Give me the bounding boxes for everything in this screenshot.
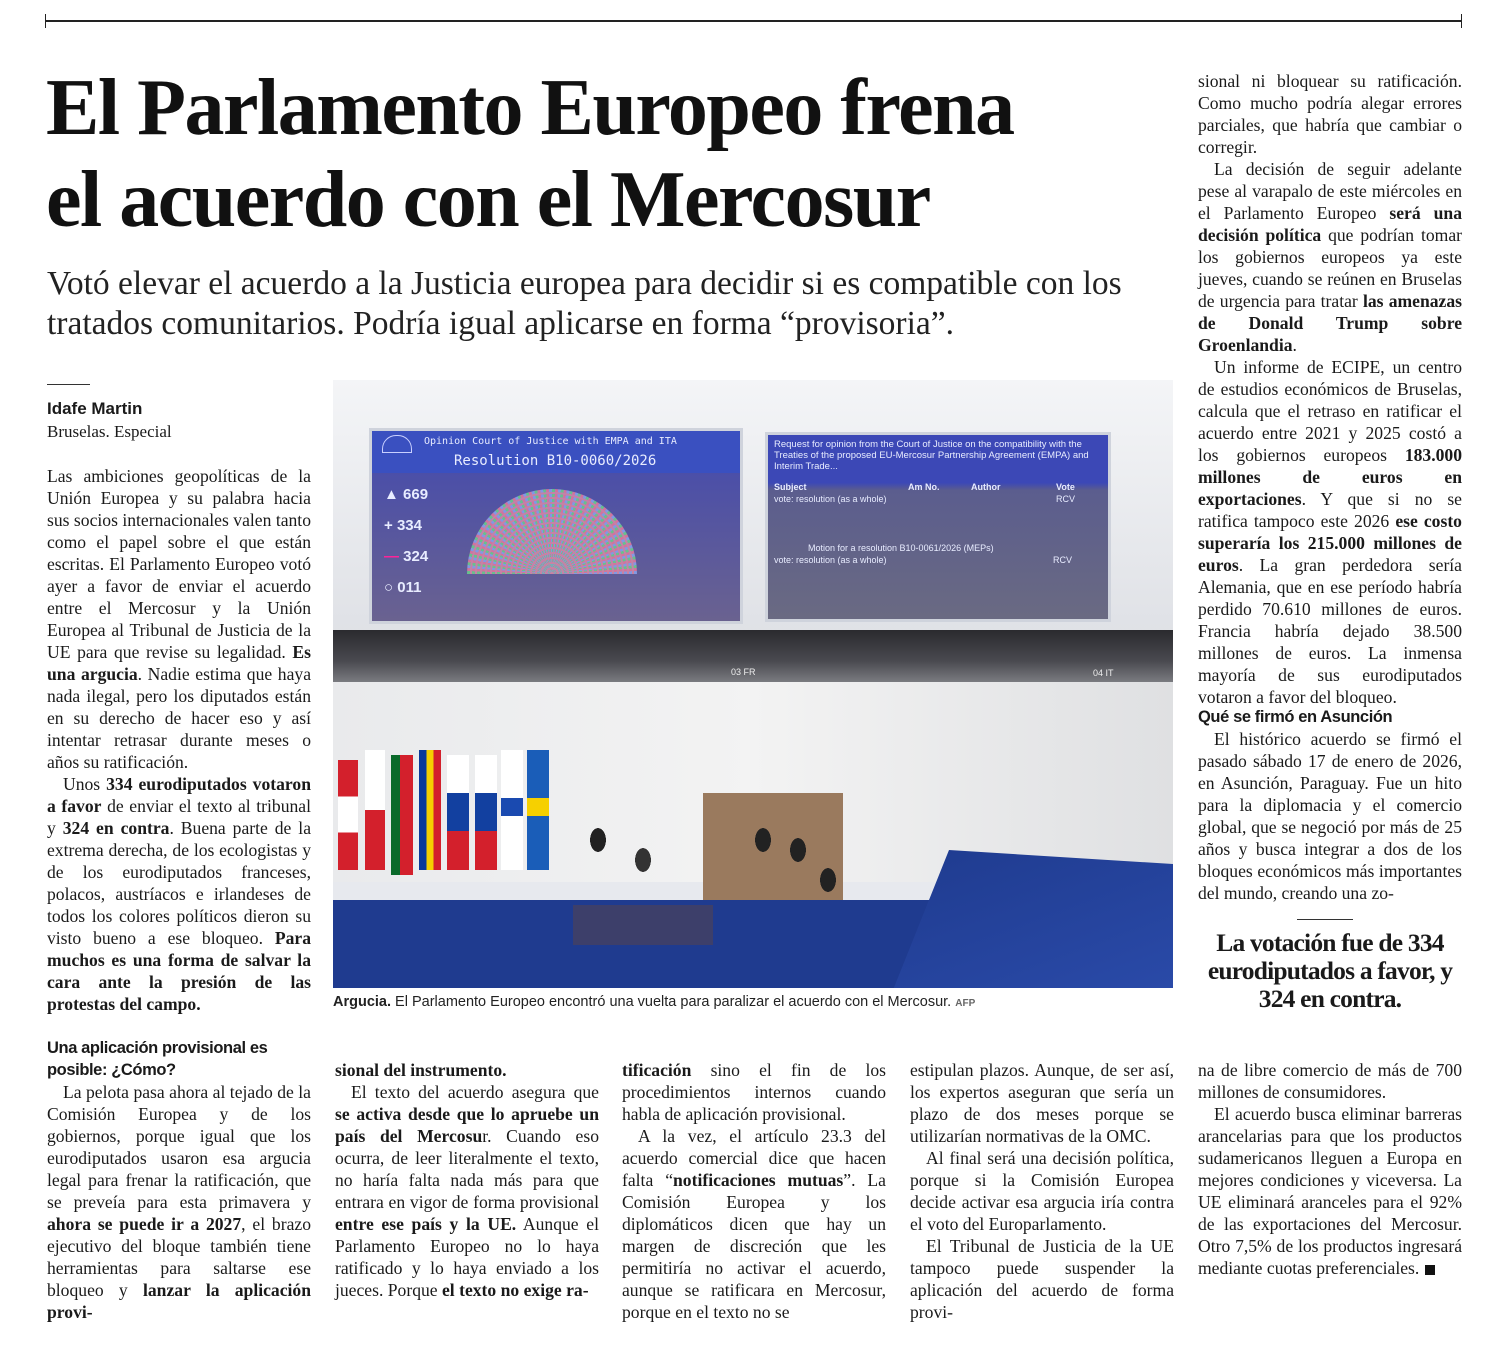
screen-row: vote: resolution (as a whole) bbox=[774, 494, 887, 504]
paragraph bbox=[47, 773, 311, 1015]
bold-text: lanzar la aplicación provi- bbox=[47, 1280, 312, 1322]
bold-text: ese costo superaría los 215.000 millones de euros bbox=[1198, 511, 1462, 575]
screen-header: Subject bbox=[774, 482, 807, 492]
vote-abstain-row: ○ 011 bbox=[384, 579, 422, 596]
text: que podrían tomar los gobiernos europeos ya este jueves, cuando se reúnen en Bruselas de urgencia para tratar bbox=[1198, 225, 1463, 311]
text: . Buena parte de la extrema derecha, de los ecologistas y de los eurodiputados franceses, polacos, austríacos e irlandeses de todos los colores políticos dieron su visto bueno a ese bloqueo. bbox=[47, 818, 311, 948]
headline-line: el acuerdo con el Mercosur bbox=[46, 156, 930, 244]
paragraph bbox=[47, 1081, 311, 1323]
text: , el brazo ejecutivo del bloque también tiene herramientas para saltarse ese bloqueo y bbox=[47, 1214, 311, 1300]
screen-request: Request for opinion from the Court of Justice on the compatibility with the Treaties of the proposed EU-Mercosur Partnership Agreement (EMPA) and Interim Trade... bbox=[774, 439, 1089, 472]
vote-total-row: ▲ 669 bbox=[384, 486, 429, 503]
text: A la vez, el artículo 23.3 del acuerdo comercial dice que hacen falta “ bbox=[622, 1126, 886, 1190]
photo-parliament-plenary bbox=[333, 380, 1173, 988]
flag-austria bbox=[338, 760, 358, 870]
bold-text: las amenazas de Donald Trump sobre Groenlandia bbox=[1198, 291, 1462, 355]
author-location: Bruselas. Especial bbox=[47, 422, 172, 441]
screen-row: RCV bbox=[1056, 494, 1076, 504]
text: La decisión de seguir adelante pese al varapalo de este miércoles en el Parlamento Europeo bbox=[1198, 159, 1462, 223]
flag-slovakia bbox=[475, 755, 497, 870]
paragraph bbox=[1198, 1059, 1462, 1103]
screen-header: Author bbox=[971, 482, 1001, 492]
text: El histórico acuerdo se firmó el pasado sábado 17 de enero de 2026, en Asunción, Paraguay. Fue un hito para la diplomacia y el comercio global, que se negoció por más de 25 años y busca integrar a dos de los bloques económicos más importantes del mundo, creando una zo- bbox=[1198, 729, 1462, 903]
screen-row: RCV bbox=[1053, 555, 1073, 565]
vote-against-row: — 324 bbox=[384, 548, 429, 565]
section-body bbox=[47, 1081, 311, 1323]
paragraph bbox=[1198, 1103, 1462, 1279]
paragraph bbox=[1198, 70, 1462, 158]
screen-motion: Motion for a resolution B10-0061/2026 (MEPs) bbox=[808, 543, 994, 553]
bold-text: notificaciones mutuas bbox=[673, 1170, 844, 1190]
paragraph bbox=[910, 1059, 1174, 1147]
flag-romania bbox=[419, 750, 441, 870]
screen-row: vote: resolution (as a whole) bbox=[774, 555, 887, 565]
bold-text: ahora se puede ir a 2027 bbox=[47, 1214, 242, 1234]
photo-caption bbox=[333, 994, 975, 1010]
end-of-article-mark bbox=[1425, 1265, 1435, 1275]
paragraph bbox=[1198, 356, 1462, 708]
flag-sweden bbox=[527, 750, 549, 870]
vote-for: 334 bbox=[396, 517, 422, 534]
text: sional ni bloquear su ratificación. Como mucho podría alegar errores parciales, que habría que cambiar o corregir. bbox=[1198, 71, 1462, 157]
caption-lead: Argucia. bbox=[333, 994, 392, 1010]
text: La pelota pasa ahora al tejado de la Comisión Europea y de los gobiernos, porque igual que los eurodiputados usaron esa argucia legal para frenar la ratificación, que se preveía para esta primavera y bbox=[47, 1082, 311, 1212]
text: El Tribunal de Justicia de la UE tampoco puede suspender la aplicación del acuerdo de forma provi- bbox=[910, 1236, 1174, 1322]
vote-against: 324 bbox=[403, 548, 429, 565]
seat-label: 04 IT bbox=[1093, 668, 1114, 678]
article-column-1 bbox=[47, 465, 311, 1015]
text: sino el fin de los procedimientos internos cuando habla de aplicación provisional. bbox=[622, 1060, 886, 1124]
text: ”. La Comisión Europea y los diplomáticos dicen que hay un margen de discreción que les permitiría no activar el acuerdo, aunque se ratificara en Mercosur, porque en el texto no se bbox=[622, 1170, 886, 1322]
article-column-4 bbox=[910, 1059, 1174, 1323]
screen-title: Opinion Court of Justice with EMPA and ITA bbox=[424, 436, 677, 447]
flags bbox=[333, 750, 553, 890]
headline bbox=[46, 62, 1176, 246]
text: estipulan plazos. Aunque, de ser así, los expertos aseguran que sería un plazo de dos meses porque se utilizarían normativas de la OMC. bbox=[910, 1060, 1174, 1146]
vote-abstain: 011 bbox=[397, 579, 422, 596]
text: . Y que si no se ratifica tampoco este 2026 bbox=[1198, 489, 1462, 531]
vote-screen-right bbox=[765, 432, 1111, 622]
subheadline: Votó elevar el acuerdo a la Justicia europea para decidir si es compatible con los tratados comunitarios. Podría igual aplicarse en forma “provisoria”. bbox=[47, 265, 1122, 342]
people bbox=[583, 820, 853, 920]
paragraph bbox=[1198, 158, 1462, 356]
bold-text: será una decisión política bbox=[1198, 203, 1463, 245]
article-column-1-bottom bbox=[47, 1037, 311, 1323]
article-column-2 bbox=[335, 1059, 599, 1301]
photo-credit: AFP bbox=[955, 998, 976, 1009]
text: Aunque el Parlamento Europeo no lo haya ratificado y lo haya enviado a los jueces. Porque bbox=[335, 1214, 599, 1300]
author-name: Idafe Martin bbox=[47, 399, 143, 418]
paragraph bbox=[335, 1081, 599, 1301]
bold-text: Es una argucia bbox=[47, 642, 311, 684]
bold-text: 183.000 millones de euros en exportaciones bbox=[1198, 445, 1462, 509]
text: . La gran perdedora sería Alemania, que en ese período habría perdido 70.610 millones de euros. Francia habría dejado 38.500 millones de euros. La inmensa mayoría de sus eurodiputados votaron a favor del bloqueo. bbox=[1198, 555, 1462, 707]
parliament-logo-icon bbox=[382, 435, 412, 453]
vote-for-row: + 334 bbox=[384, 517, 422, 534]
text: de enviar el texto al tribunal y bbox=[47, 796, 311, 838]
column-body bbox=[1198, 1059, 1462, 1279]
bold-text: 334 eurodiputados votaron a favor bbox=[47, 774, 311, 816]
bold-text: sional del instrumento. bbox=[335, 1060, 507, 1080]
caption-text: El Parlamento Europeo encontró una vuelta para paralizar el acuerdo con el Mercosur. bbox=[391, 994, 952, 1010]
pullquote-rule bbox=[1297, 919, 1353, 920]
pullquote: La votación fue de 334 eurodiputados a favor, y 324 en contra. bbox=[1207, 928, 1453, 1013]
text: Al final será una decisión política, porque si la Comisión Europea decide activar esa argucia iría contra el voto del Europarlamento. bbox=[910, 1148, 1174, 1234]
text: . Nadie estima que haya nada ilegal, pero los diputados están en su derecho de hacer eso y así intentar retrasar durante meses o años su ratificación. bbox=[47, 664, 311, 772]
hemicycle-vote-diagram bbox=[467, 489, 637, 574]
flag-poland bbox=[365, 750, 385, 870]
text: r. Cuando eso ocurra, de leer literalmente el texto, no haría falta nada más para que entrara en vigor de forma provisional bbox=[335, 1126, 599, 1212]
text: . bbox=[1292, 335, 1297, 355]
section-heading: Una aplicación provisional es posible: ¿Cómo? bbox=[47, 1039, 268, 1079]
vote-screen-left bbox=[369, 428, 743, 624]
bold-text: se activa desde que lo apruebe un país del Mercosu bbox=[335, 1104, 599, 1146]
flag-slovenia bbox=[447, 755, 469, 870]
article-column-5-bottom bbox=[1198, 1059, 1462, 1279]
vote-total: 669 bbox=[403, 486, 429, 503]
top-rule bbox=[45, 20, 1462, 22]
paragraph bbox=[47, 465, 311, 773]
bold-text: entre ese país y la UE. bbox=[335, 1214, 517, 1234]
flag-finland bbox=[501, 750, 523, 870]
screen-resolution: Resolution B10-0060/2026 bbox=[454, 453, 657, 469]
paragraph bbox=[910, 1235, 1174, 1323]
bold-text: el texto no exige ra- bbox=[442, 1280, 589, 1300]
flag-portugal bbox=[391, 755, 413, 875]
article-column-3 bbox=[622, 1059, 886, 1323]
section-heading: Qué se firmó en Asunción bbox=[1198, 708, 1393, 726]
text: Un informe de ECIPE, un centro de estudios económicos de Bruselas, calcula que el retraso en ratificar el acuerdo entre 2021 y 2025 costó a los gobiernos europeos bbox=[1198, 357, 1462, 465]
bold-text: 324 en contra bbox=[62, 818, 170, 838]
article-column-5-section bbox=[1198, 706, 1462, 904]
text: na de libre comercio de más de 700 millones de consumidores. bbox=[1198, 1060, 1462, 1102]
text: El texto del acuerdo asegura que bbox=[351, 1082, 599, 1102]
screen-header: Am No. bbox=[908, 482, 940, 492]
paragraph bbox=[335, 1059, 599, 1081]
bold-text: tificación bbox=[622, 1060, 692, 1080]
article-column-5 bbox=[1198, 70, 1462, 708]
text: Unos bbox=[63, 774, 107, 794]
screen-header: Vote bbox=[1056, 482, 1075, 492]
byline-rule bbox=[47, 384, 90, 385]
paragraph bbox=[622, 1059, 886, 1125]
text: El acuerdo busca eliminar barreras arancelarias para que los productos sudamericanos lleguen a Europa en mejores condiciones y viceversa. La UE eliminará aranceles para el 92% de las exportaciones del Mercosur. Otro 7,5% de los productos ingresará mediante cuotas preferenciales. bbox=[1198, 1104, 1462, 1278]
text: Las ambiciones geopolíticas de la Unión Europea y su palabra hacia sus socios internacionales valen tanto como el papel sobre el que están escritas. El Parlamento Europeo votó ayer a favor de enviar el acuerdo entre el Mercosur y la Unión Europea al Tribunal de Justicia de la UE para que revise su legalidad. bbox=[47, 466, 311, 662]
seat-label: 03 FR bbox=[731, 667, 756, 677]
bold-text: Para muchos es una forma de salvar la cara ante la presión de las protestas del campo. bbox=[47, 928, 311, 1014]
paragraph bbox=[1198, 728, 1462, 904]
paragraph bbox=[622, 1125, 886, 1323]
section-body bbox=[1198, 728, 1462, 904]
headline-line: El Parlamento Europeo frena bbox=[46, 64, 1014, 152]
paragraph bbox=[910, 1147, 1174, 1235]
